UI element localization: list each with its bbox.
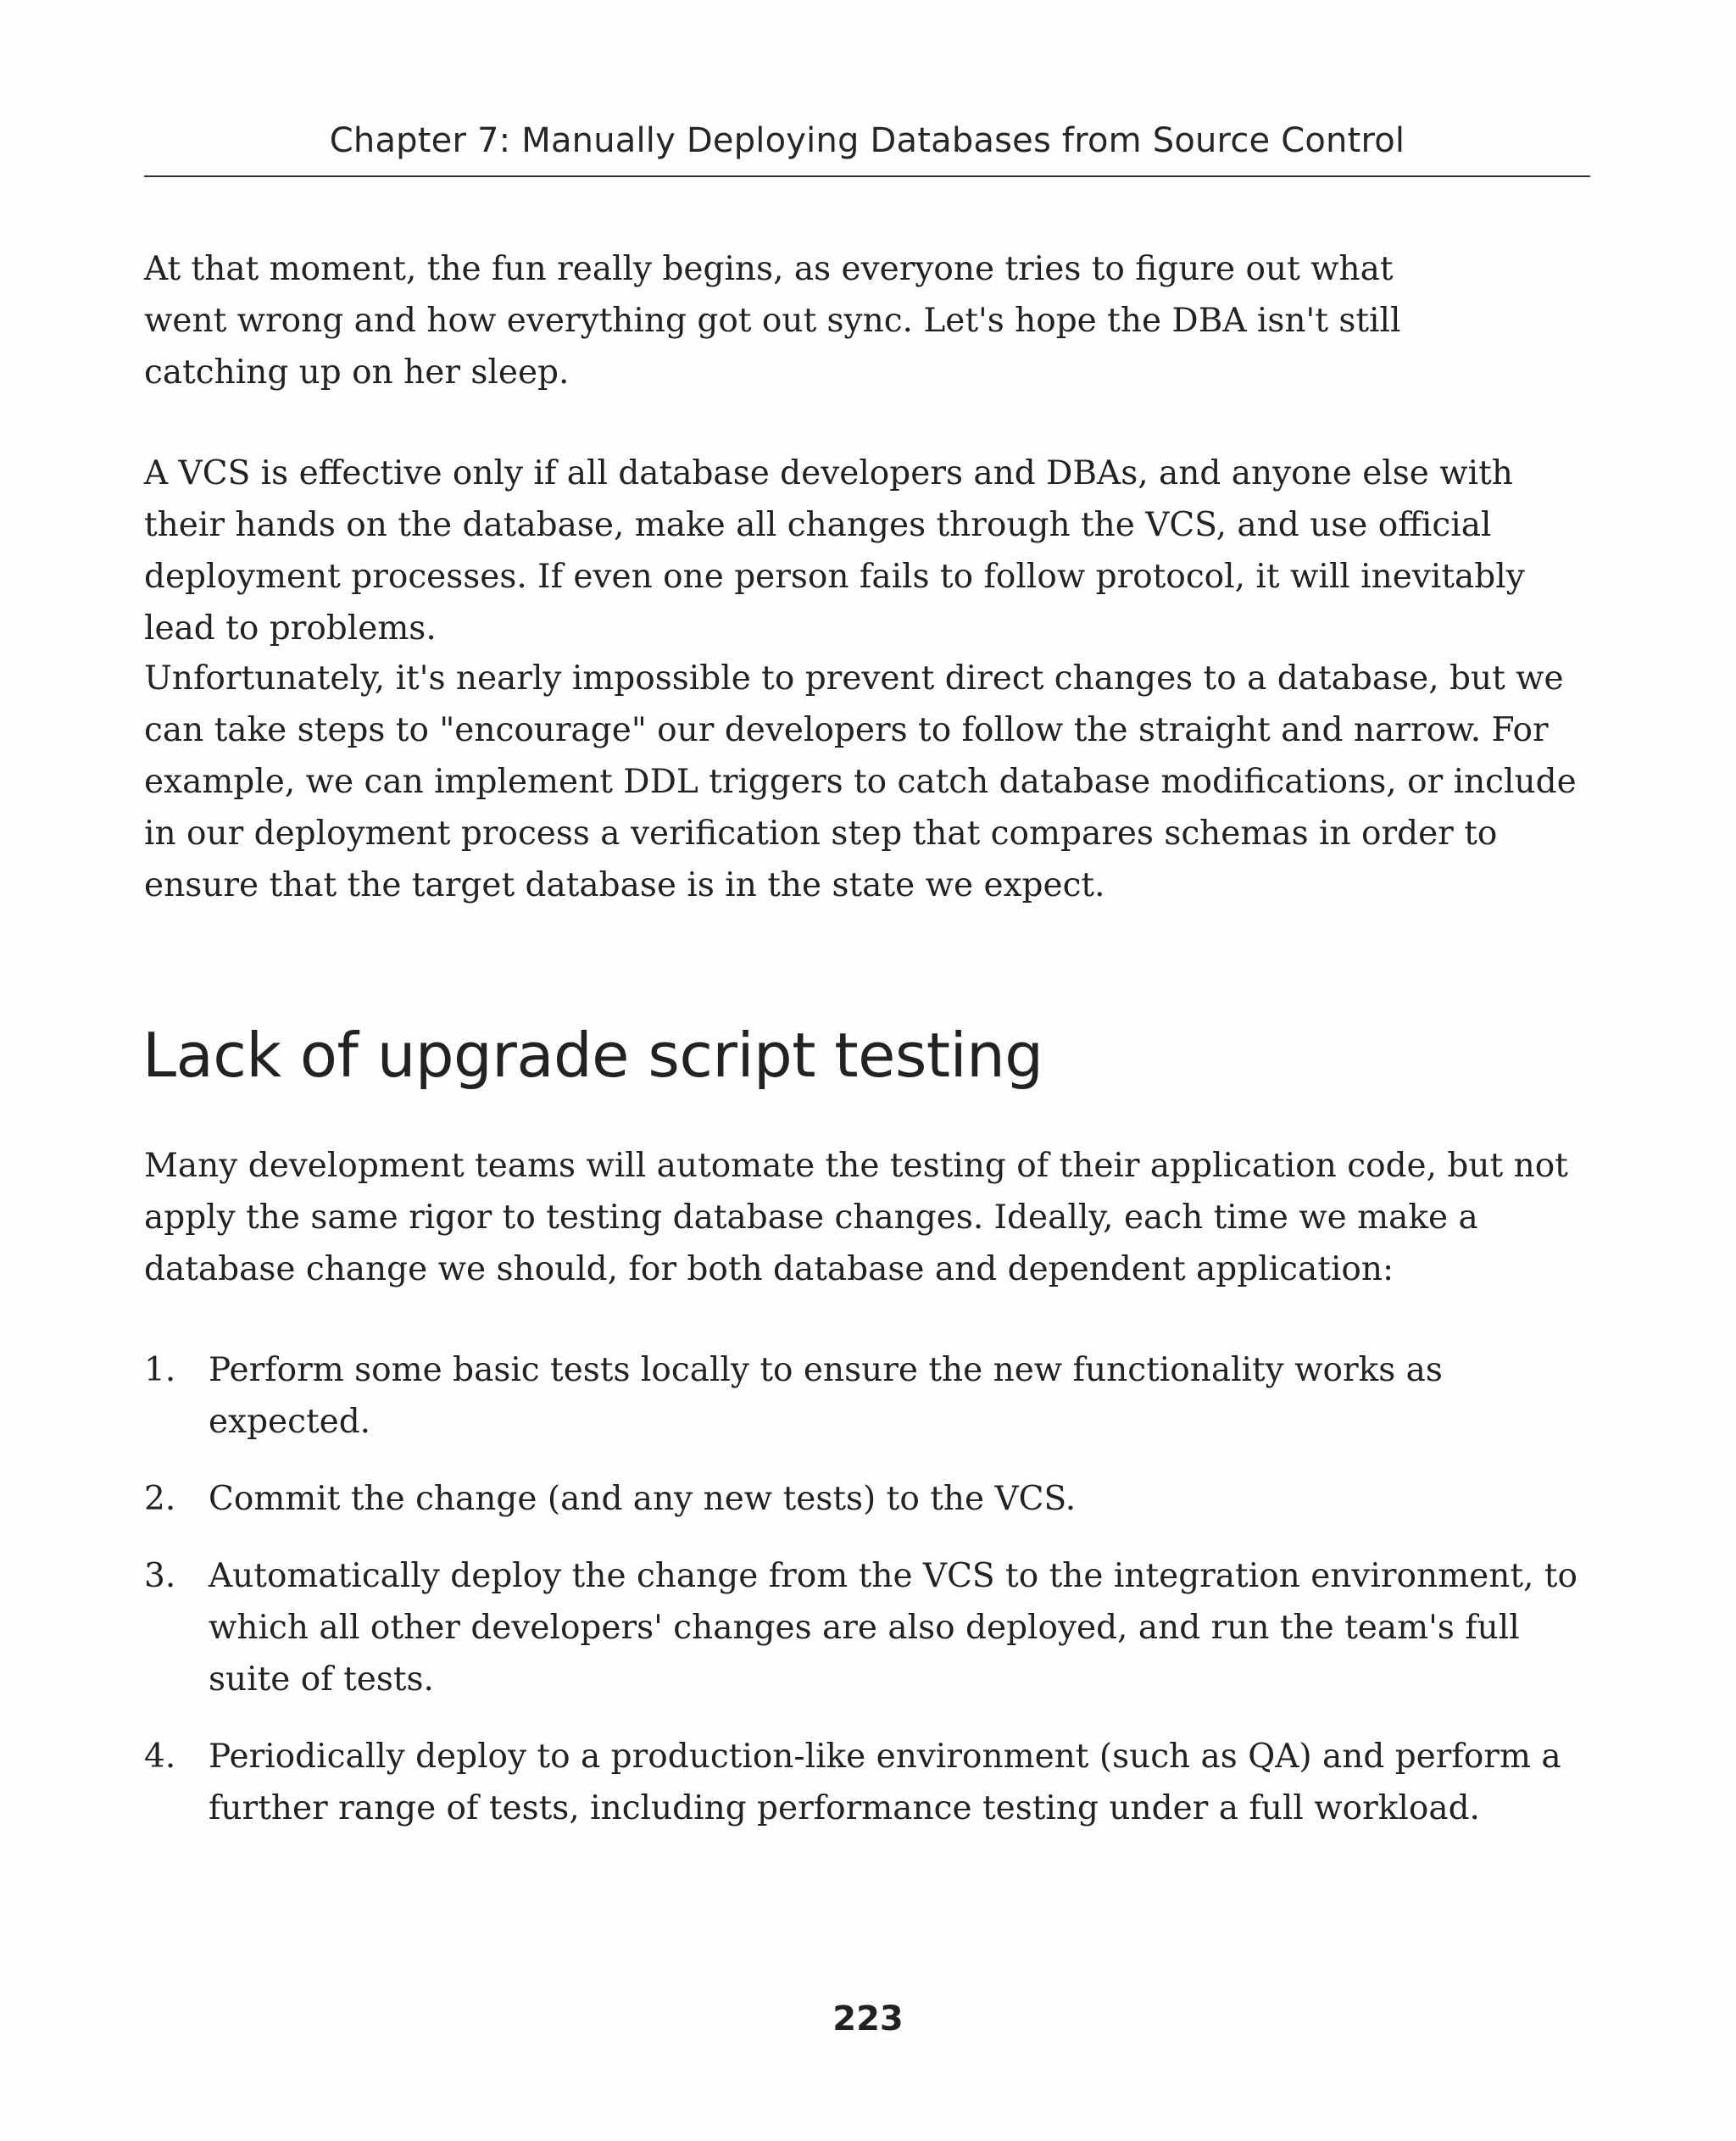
section-intro: Many development teams will automate the testing of their application code, but not apply the same rigor to testing database changes. Ideally, each time we make a database change we should, for both database and dependent application:: [144, 1147, 1568, 1288]
paragraph-1: At that moment, the fun really begins, as everyone tries to figure out what went wrong and how everything got out sync. Let's hope the DBA isn't still catching up on her sleep.: [144, 250, 1401, 392]
running-header: Chapter 7: Manually Deploying Databases from Source Control: [329, 121, 1405, 160]
list-item: [144, 1344, 1594, 1448]
section-heading: Lack of upgrade script testing: [142, 1020, 1043, 1091]
list-item-text: Commit the change (and any new tests) to the VCS.: [209, 1480, 1077, 1518]
list-item-number: 3.: [144, 1557, 176, 1595]
steps-list: [144, 1344, 1594, 1860]
paragraph-2: A VCS is effective only if all database developers and DBAs, and anyone else with their hands on the database, make all changes through the VCS, and use official deployment processes. If even one person fails to follow protocol, it will inevitably lead to problems.: [144, 454, 1525, 648]
list-item: [144, 1550, 1594, 1705]
list-item-text: Periodically deploy to a production-like environment (such as QA) and perform a further range of tests, including performance testing under a full workload.: [209, 1738, 1561, 1827]
list-item-number: 1.: [144, 1351, 176, 1389]
list-item-text: Automatically deploy the change from the VCS to the integration environment, to which all other developers' changes are also deployed, and run the team's full suite of tests.: [209, 1557, 1577, 1699]
page-number: 223: [832, 1999, 904, 2038]
list-item-number: 4.: [144, 1738, 176, 1776]
header-rule: [144, 175, 1590, 177]
list-item-text: Perform some basic tests locally to ensure the new functionality works as expected.: [209, 1351, 1443, 1441]
list-item: [144, 1731, 1594, 1834]
paragraph-3: Unfortunately, it's nearly impossible to prevent direct changes to a database, but we can take steps to "encourage" our developers to follow the straight and narrow. For example, we can implement DDL triggers to catch database modifications, or include in our deployment process a verification step that compares schemas in order to ensure that the target database is in the state we expect.: [144, 659, 1577, 904]
list-item-number: 2.: [144, 1480, 176, 1518]
list-item: [144, 1473, 1594, 1525]
